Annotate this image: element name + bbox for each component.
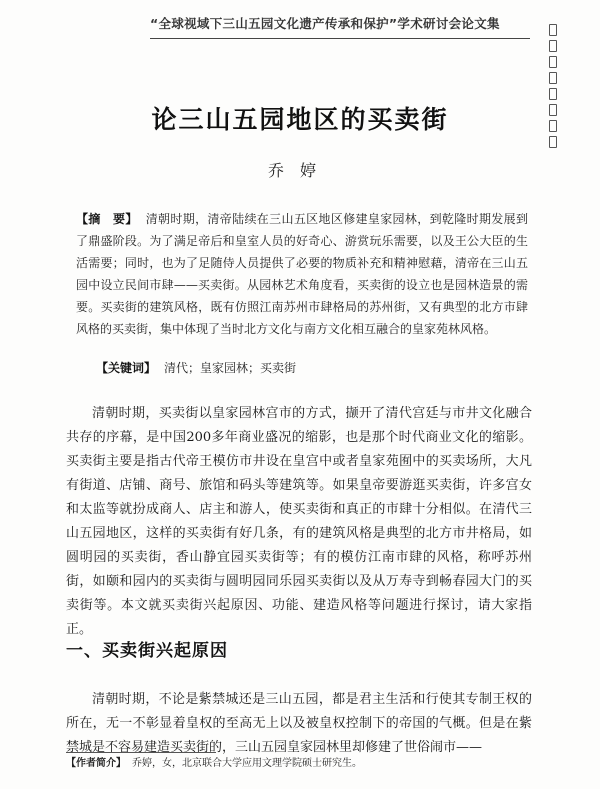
running-header: “全球视域下三山五园文化遗产传承和保护”学术研讨会论文集	[150, 16, 500, 31]
author-name: 乔婷	[267, 161, 332, 180]
keywords-text: 清代；皇家园林；买卖街	[164, 361, 297, 375]
abstract-label: 【摘 要】	[76, 212, 138, 226]
intro-paragraph: 清朝时期，买卖街以皇家园林宫市的方式，撷开了清代宫廷与市井文化融合共存的序幕，是中国200多年商业盛况的缩影，也是那个时代商业文化的缩影。买卖街主要是指古代帝王模仿市井设在皇宫中或者皇家苑囿中的买卖场所，大凡有街道、店铺、商号、旅馆和码头等建筑等。如果皇帝要游逛买卖街，许多宫女和太监等就扮成商人、店主和游人，使买卖街和真正的市肆十分相似。在清代三山五园地区，这样的买卖街有好几条，有的建筑风格是典型的北方市井格局，如圆明园的买卖街，香山静宜园买卖街等；有的模仿江南市肆的风格，称呼苏州街，如颐和园内的买卖街与圆明园同乐园买卖街以及从万寿寺到畅春园大门的买卖街等。本文就买卖街兴起原因、功能、建造风格等问题进行探讨，请大家指正。	[66, 406, 532, 637]
abstract-text: 清朝时期，清帝陆续在三山五区地区修建皇家园林，到乾隆时期发展到了鼎盛阶段。为了满足帝后和皇室人员的好奇心、游赏玩乐需要，以及王公大臣的生活需要；同时，也为了足随侍人员提供了必要的物质补充和精神慰藉，清帝在三山五园中设立民间市肆——买卖街。从园林艺术角度看，买卖街的设立也是园林造景的需要。买卖街的建筑风格，既有仿照江南苏州市肆格局的苏州街，又有典型的北方市肆风格的买卖街，集中体现了当时北方文化与南方文化相互融合的皇家苑林风格。	[76, 212, 528, 336]
keywords-label: 【关键词】	[96, 361, 157, 375]
section-paragraph: 清朝时期，不论是紫禁城还是三山五园，都是君主生活和行使其专制王权的所在，无一不彰显着皇权的至高无上以及被皇权控制下的帝国的气概。但是在紫禁城是不容易建造买卖街的，三山五园皇家园林里却修建了世俗闹市——	[66, 692, 532, 755]
footnote-text: 乔婷，女，北京联合大学应用文理学院硕士研究生。	[132, 758, 362, 769]
footnote-rule	[66, 752, 216, 753]
footnote-label: 【作者简介】	[66, 758, 126, 769]
paper-title: 论三山五园地区的买卖街	[151, 105, 449, 134]
header-rule	[150, 38, 530, 39]
keywords	[96, 358, 526, 378]
abstract	[76, 208, 528, 340]
author-footnote	[66, 757, 532, 771]
side-ornament-icon	[546, 20, 560, 170]
section-heading: 一、买卖街兴起原因	[66, 641, 228, 661]
